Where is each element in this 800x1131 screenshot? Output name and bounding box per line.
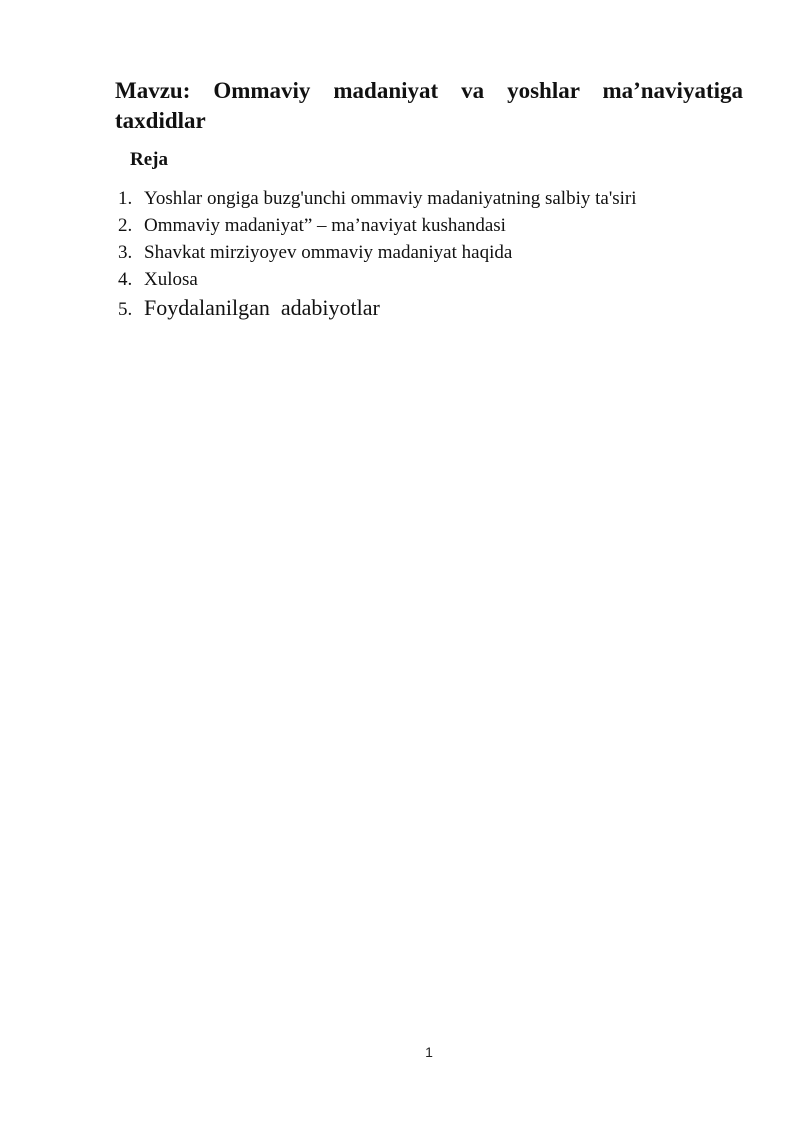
list-item-text: Shavkat mirziyoyev ommaviy madaniyat haqida	[144, 242, 513, 263]
list-item-number: 5.	[118, 299, 133, 320]
page-number: 1	[425, 1044, 433, 1060]
list-item-number: 4.	[118, 269, 133, 290]
list-item-text: Xulosa	[144, 269, 198, 290]
list-item-text: Ommaviy madaniyat” – ma’naviyat kushandasi	[144, 215, 506, 236]
page-title: Mavzu: Ommaviy madaniyat va yoshlar ma’naviyatiga taxdidlar	[115, 78, 743, 133]
list-item-number: 1.	[118, 188, 133, 209]
list-item-text: Foydalanilgan adabiyotlar	[144, 295, 380, 320]
list-item-number: 2.	[118, 215, 133, 236]
list-item-number: 3.	[118, 242, 133, 263]
plan-heading: Reja	[130, 149, 168, 170]
plan-list	[118, 185, 758, 323]
list-item	[118, 185, 758, 212]
list-item	[118, 293, 758, 323]
list-item	[118, 266, 758, 293]
list-item	[118, 212, 758, 239]
list-item-text: Yoshlar ongiga buzg'unchi ommaviy madaniyatning salbiy ta'siri	[144, 188, 637, 209]
list-item	[118, 239, 758, 266]
